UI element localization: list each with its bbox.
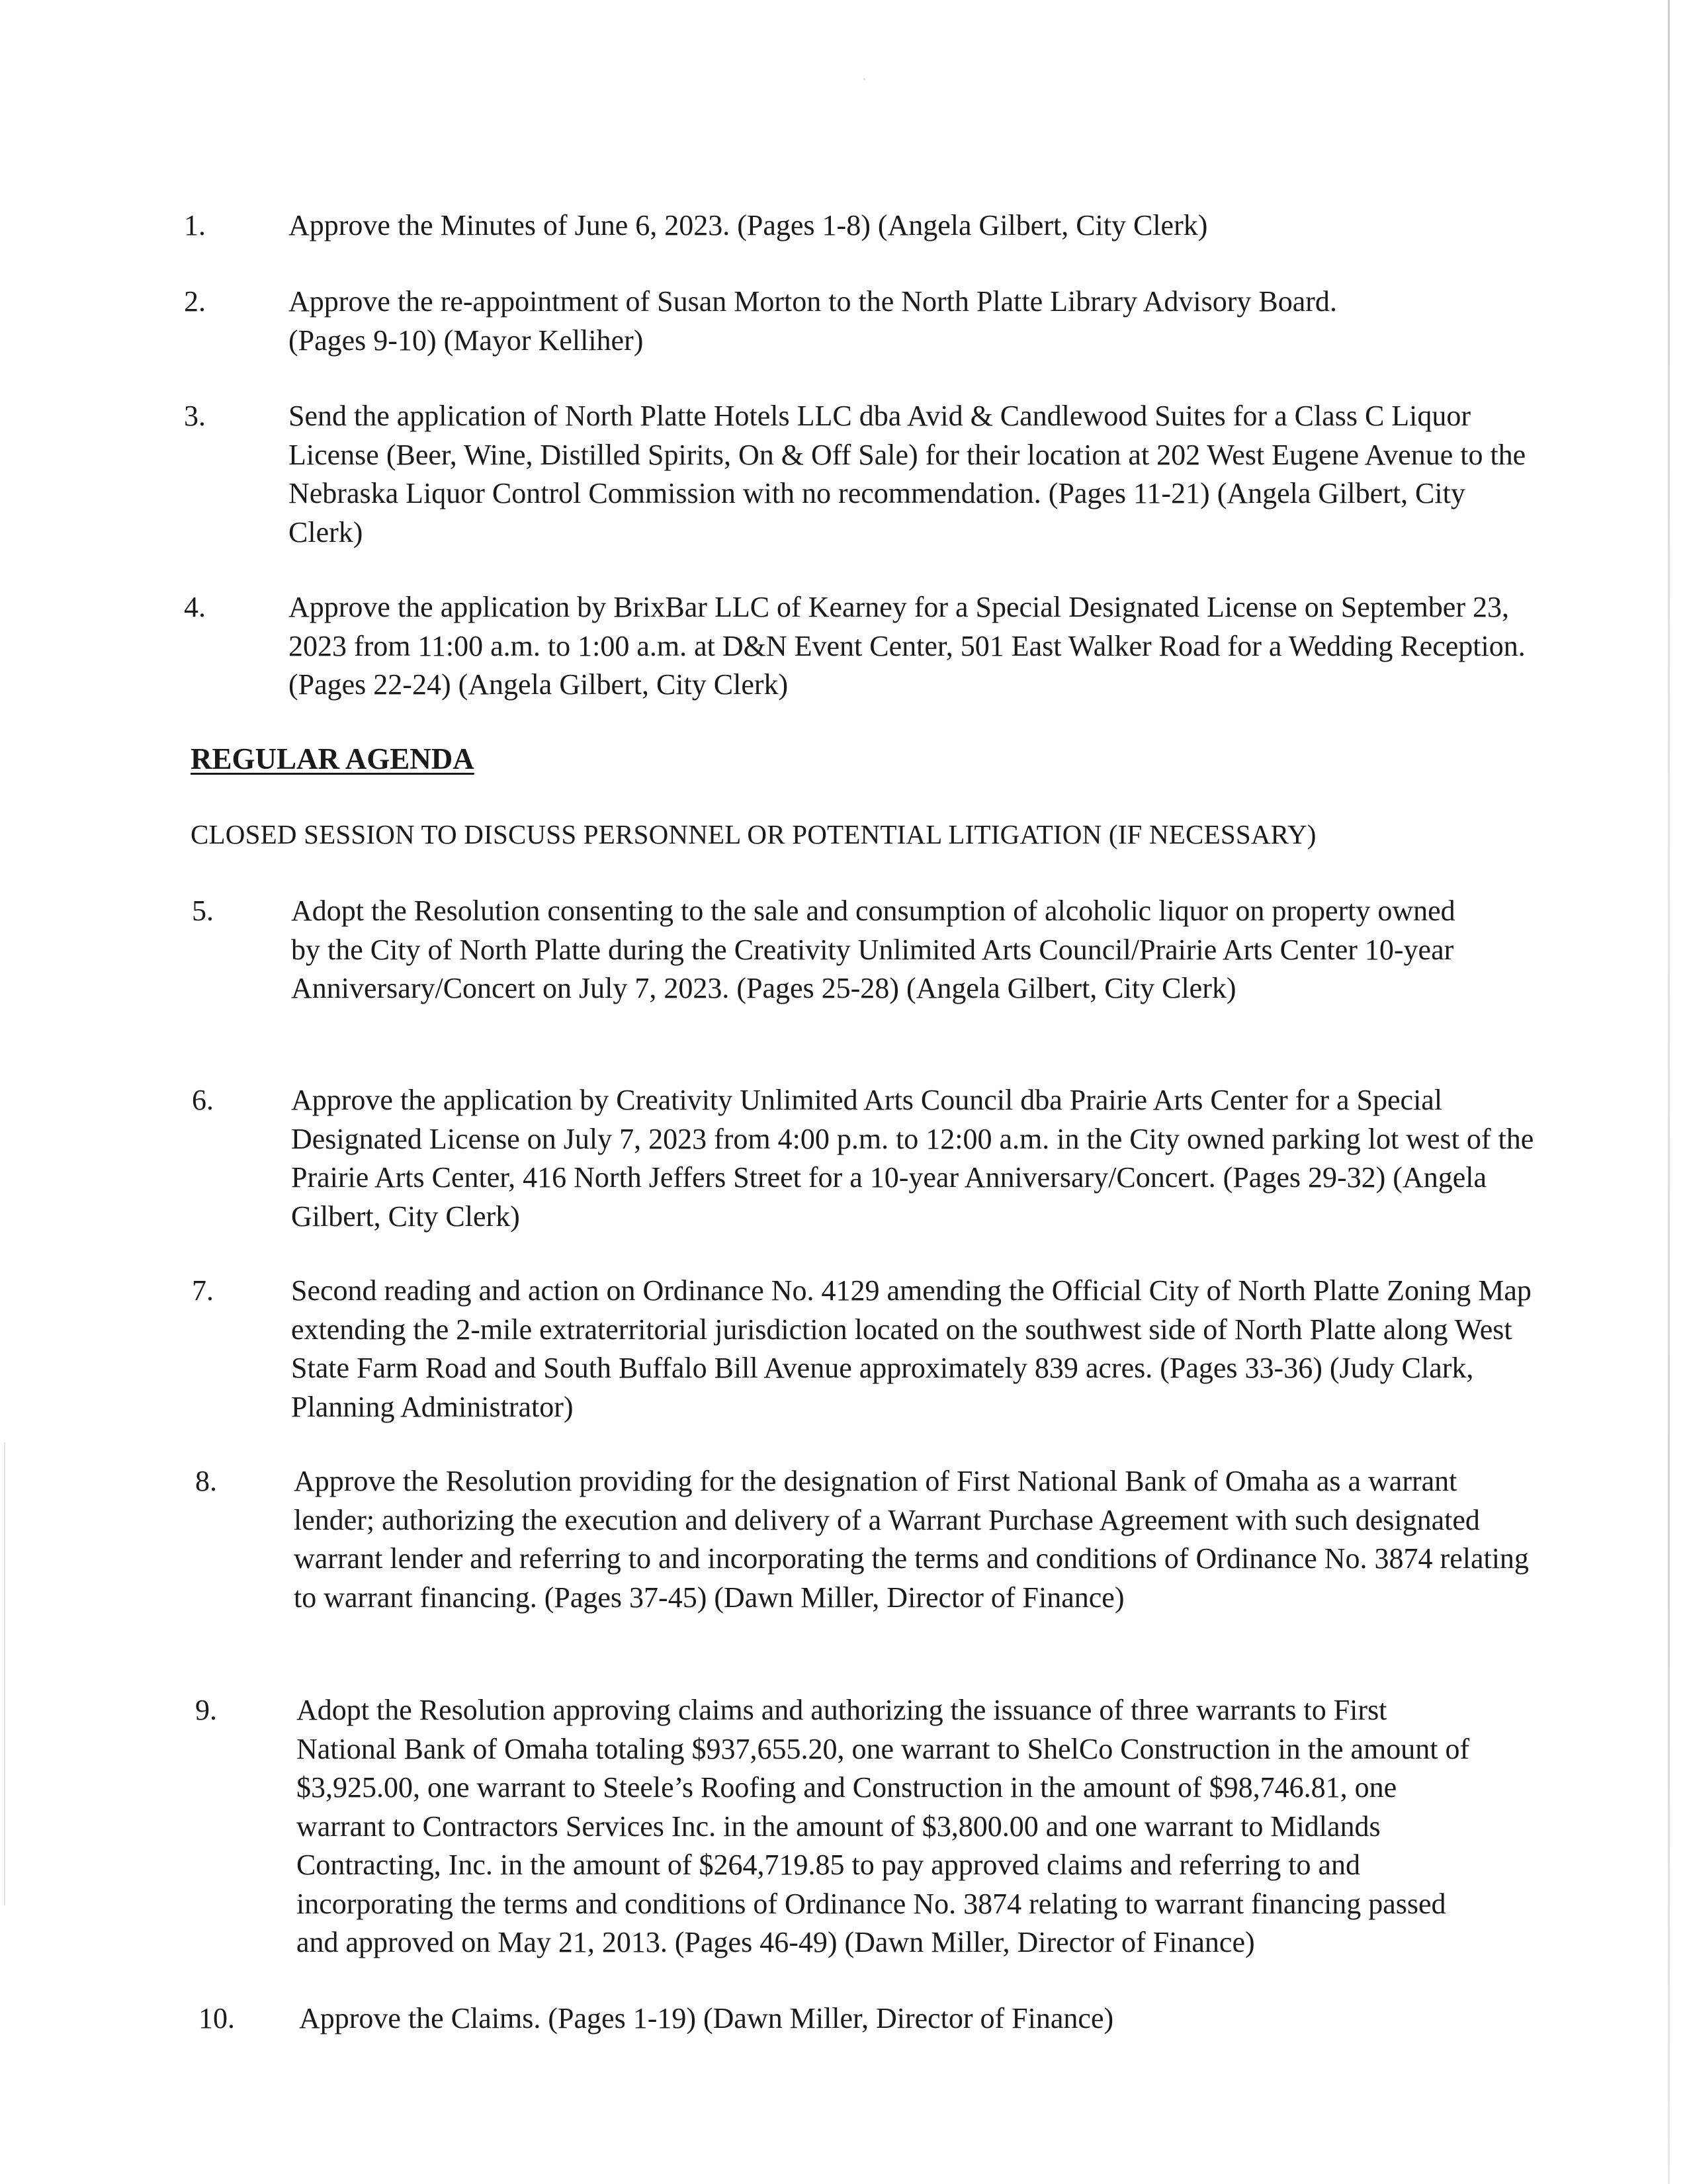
agenda-item-number: 1. xyxy=(184,209,206,241)
agenda-item-text: Approve the application by Creativity Unlimited Arts Council dba Prairie Arts Center for a Special Designated License on July 7, 2023 from 4:00 p.m. to 12:00 a.m. in the City owned parking lot west of the Prairie Arts Center, 416 North Jeffers Street for a 10-year Anniversary/Concert. (Pages 29-32) (Angela Gilbert, City Clerk) xyxy=(291,1084,1534,1233)
agenda-item-text: Send the application of North Platte Hotels LLC dba Avid & Candlewood Suites for a Class C Liquor License (Beer, Wine, Distilled Spirits, On & Off Sale) for their location at 202 West Eugene Avenue to the Nebraska Liquor Control Commission with no recommendation. (Pages 11-21) (Angela Gilbert, City Clerk) xyxy=(288,400,1526,548)
agenda-item-number: 9. xyxy=(195,1694,217,1726)
agenda-item-number: 10. xyxy=(198,2002,235,2034)
agenda-item-text: Adopt the Resolution consenting to the sale and consumption of alcoholic liquor on property owned by the City of North Platte during the Creativity Unlimited Arts Council/Prairie Arts Center 10-year Anniversary/Concert on July 7, 2023. (Pages 25-28) (Angela Gilbert, City Clerk) xyxy=(291,895,1455,1004)
agenda-item-text: Approve the Minutes of June 6, 2023. (Pages 1-8) (Angela Gilbert, City Clerk) xyxy=(288,209,1208,241)
agenda-item-text: Adopt the Resolution approving claims and authorizing the issuance of three warrants to First National Bank of Omaha totaling $937,655.20, one warrant to ShelCo Construction in the amount of $3,925.00, one warrant to Steele’s Roofing and Construction in the amount of $98,746.81, one warrant to Contractors Services Inc. in the amount of $3,800.00 and one warrant to Midlands Contracting, Inc. in the amount of $264,719.85 to pay approved claims and referring to and incorporating the terms and conditions of Ordinance No. 3874 relating to warrant financing passed and approved on May 21, 2013. (Pages 46-49) (Dawn Miller, Director of Finance) xyxy=(296,1694,1470,1958)
agenda-item-number: 4. xyxy=(184,591,206,623)
agenda-item-text: Approve the re-appointment of Susan Morton to the North Platte Library Advisory Board. (Pages 9-10) (Mayor Kelliher) xyxy=(288,285,1337,357)
scan-speck xyxy=(863,78,865,80)
agenda-item-number: 7. xyxy=(192,1274,214,1307)
agenda-item-text: Approve the Resolution providing for the designation of First National Bank of Omaha as a warrant lender; authorizing the execution and delivery of a Warrant Purchase Agreement with such designated warrant lender and referring to and incorporating the terms and conditions of Ordinance No. 3874 relating to warrant financing. (Pages 37-45) (Dawn Miller, Director of Finance) xyxy=(294,1465,1529,1614)
closed-session-note: CLOSED SESSION TO DISCUSS PERSONNEL OR POTENTIAL LITIGATION (IF NECESSARY) xyxy=(191,819,1317,850)
agenda-item-text: Approve the application by BrixBar LLC of Kearney for a Special Designated License on September 23, 2023 from 11:00 a.m. to 1:00 a.m. at D&N Event Center, 501 East Walker Road for a Wedding Reception. (Pages 22-24) (Angela Gilbert, City Clerk) xyxy=(288,591,1526,701)
scan-edge-line-left xyxy=(4,1442,5,1905)
agenda-item-number: 8. xyxy=(195,1465,217,1497)
agenda-item-text: Second reading and action on Ordinance No. 4129 amending the Official City of North Platte Zoning Map extending the 2-mile extraterritorial jurisdiction located on the southwest side of North Platte along West State Farm Road and South Buffalo Bill Avenue approximately 839 acres. (Pages 33-36) (Judy Clark, Planning Administrator) xyxy=(291,1274,1532,1423)
agenda-item-number: 3. xyxy=(184,400,206,432)
regular-agenda-heading: REGULAR AGENDA xyxy=(191,742,474,775)
agenda-item-number: 5. xyxy=(192,895,214,927)
agenda-item-number: 2. xyxy=(184,285,206,318)
agenda-item-text: Approve the Claims. (Pages 1-19) (Dawn Miller, Director of Finance) xyxy=(299,2002,1114,2034)
agenda-item-number: 6. xyxy=(192,1084,214,1116)
scan-edge-line xyxy=(1668,0,1670,2184)
